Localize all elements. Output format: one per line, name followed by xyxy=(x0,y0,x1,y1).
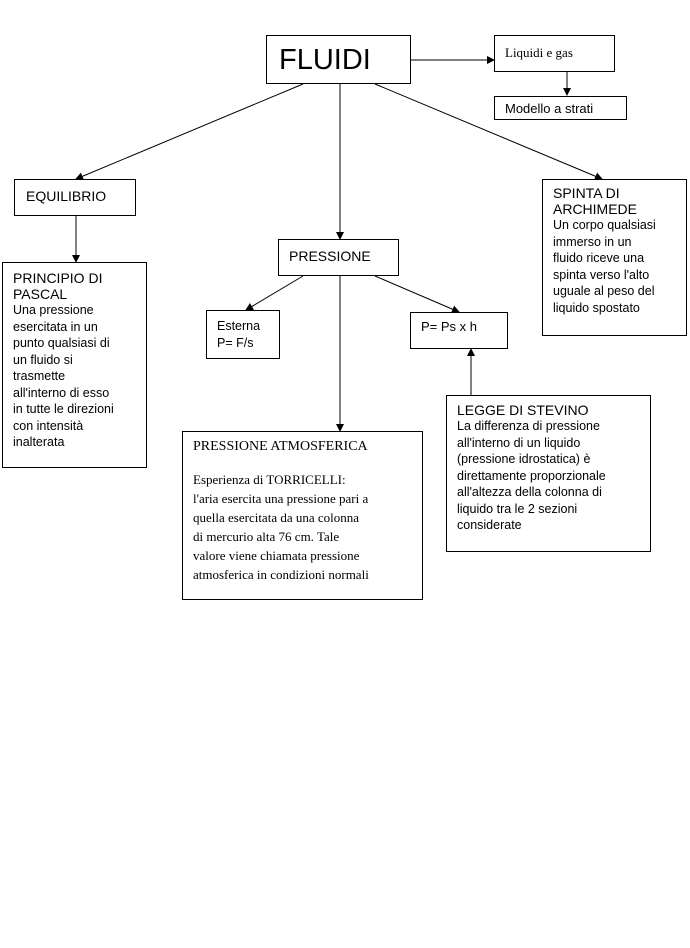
arrow-pressione-to-esterna xyxy=(246,276,303,310)
node-pascal-body: Una pressione esercitata in un punto qualsiasi di un fluido si trasmette all'interno di esso in tutte le direzioni con intensità inalterata xyxy=(13,303,114,449)
node-atmosferica xyxy=(182,431,423,600)
node-esterna xyxy=(206,310,280,359)
node-pascal-title: PRINCIPIO DI PASCAL xyxy=(13,270,103,302)
node-modello-title: Modello a strati xyxy=(505,101,594,116)
node-archimede-title: SPINTA DI ARCHIMEDE xyxy=(553,185,638,217)
node-equilibrio-title: EQUILIBRIO xyxy=(26,188,107,204)
node-fluidi xyxy=(266,35,411,84)
node-esterna-title: Esterna P= F/s xyxy=(217,319,261,350)
node-archimede-body: Un corpo qualsiasi immerso in un fluido riceve una spinta verso l'alto uguale al peso del liquido spostato xyxy=(553,218,656,315)
arrow-fluidi-to-equilibrio xyxy=(76,84,303,179)
node-pascal xyxy=(2,262,147,468)
node-modello xyxy=(494,96,627,120)
node-formula xyxy=(410,312,508,349)
node-stevino xyxy=(446,395,651,552)
node-liquidi-gas-title: Liquidi e gas xyxy=(505,45,573,60)
node-fluidi-title: FLUIDI xyxy=(279,44,371,76)
node-pressione-title: PRESSIONE xyxy=(289,248,371,264)
node-formula-title: P= Ps x h xyxy=(421,319,477,334)
node-archimede xyxy=(542,179,687,336)
arrow-pressione-to-formula xyxy=(375,276,459,312)
node-atmosferica-body: Esperienza di TORRICELLI: l'aria esercita una pressione pari a quella esercitata da una colonna di mercurio alta 76 cm. Tale valore viene chiamata pressione atmosferica in condizioni normali xyxy=(193,472,369,582)
node-stevino-title: LEGGE DI STEVINO xyxy=(457,402,589,418)
node-liquidi-gas xyxy=(494,35,615,72)
node-pressione xyxy=(278,239,399,276)
node-equilibrio xyxy=(14,179,136,216)
node-atmosferica-title: PRESSIONE ATMOSFERICA xyxy=(193,439,368,454)
node-stevino-body: La differenza di pressione all'interno di un liquido (pressione idrostatica) è direttamente proporzionale all'altezza della colonna di liquido tra le 2 sezioni considerate xyxy=(457,419,606,532)
